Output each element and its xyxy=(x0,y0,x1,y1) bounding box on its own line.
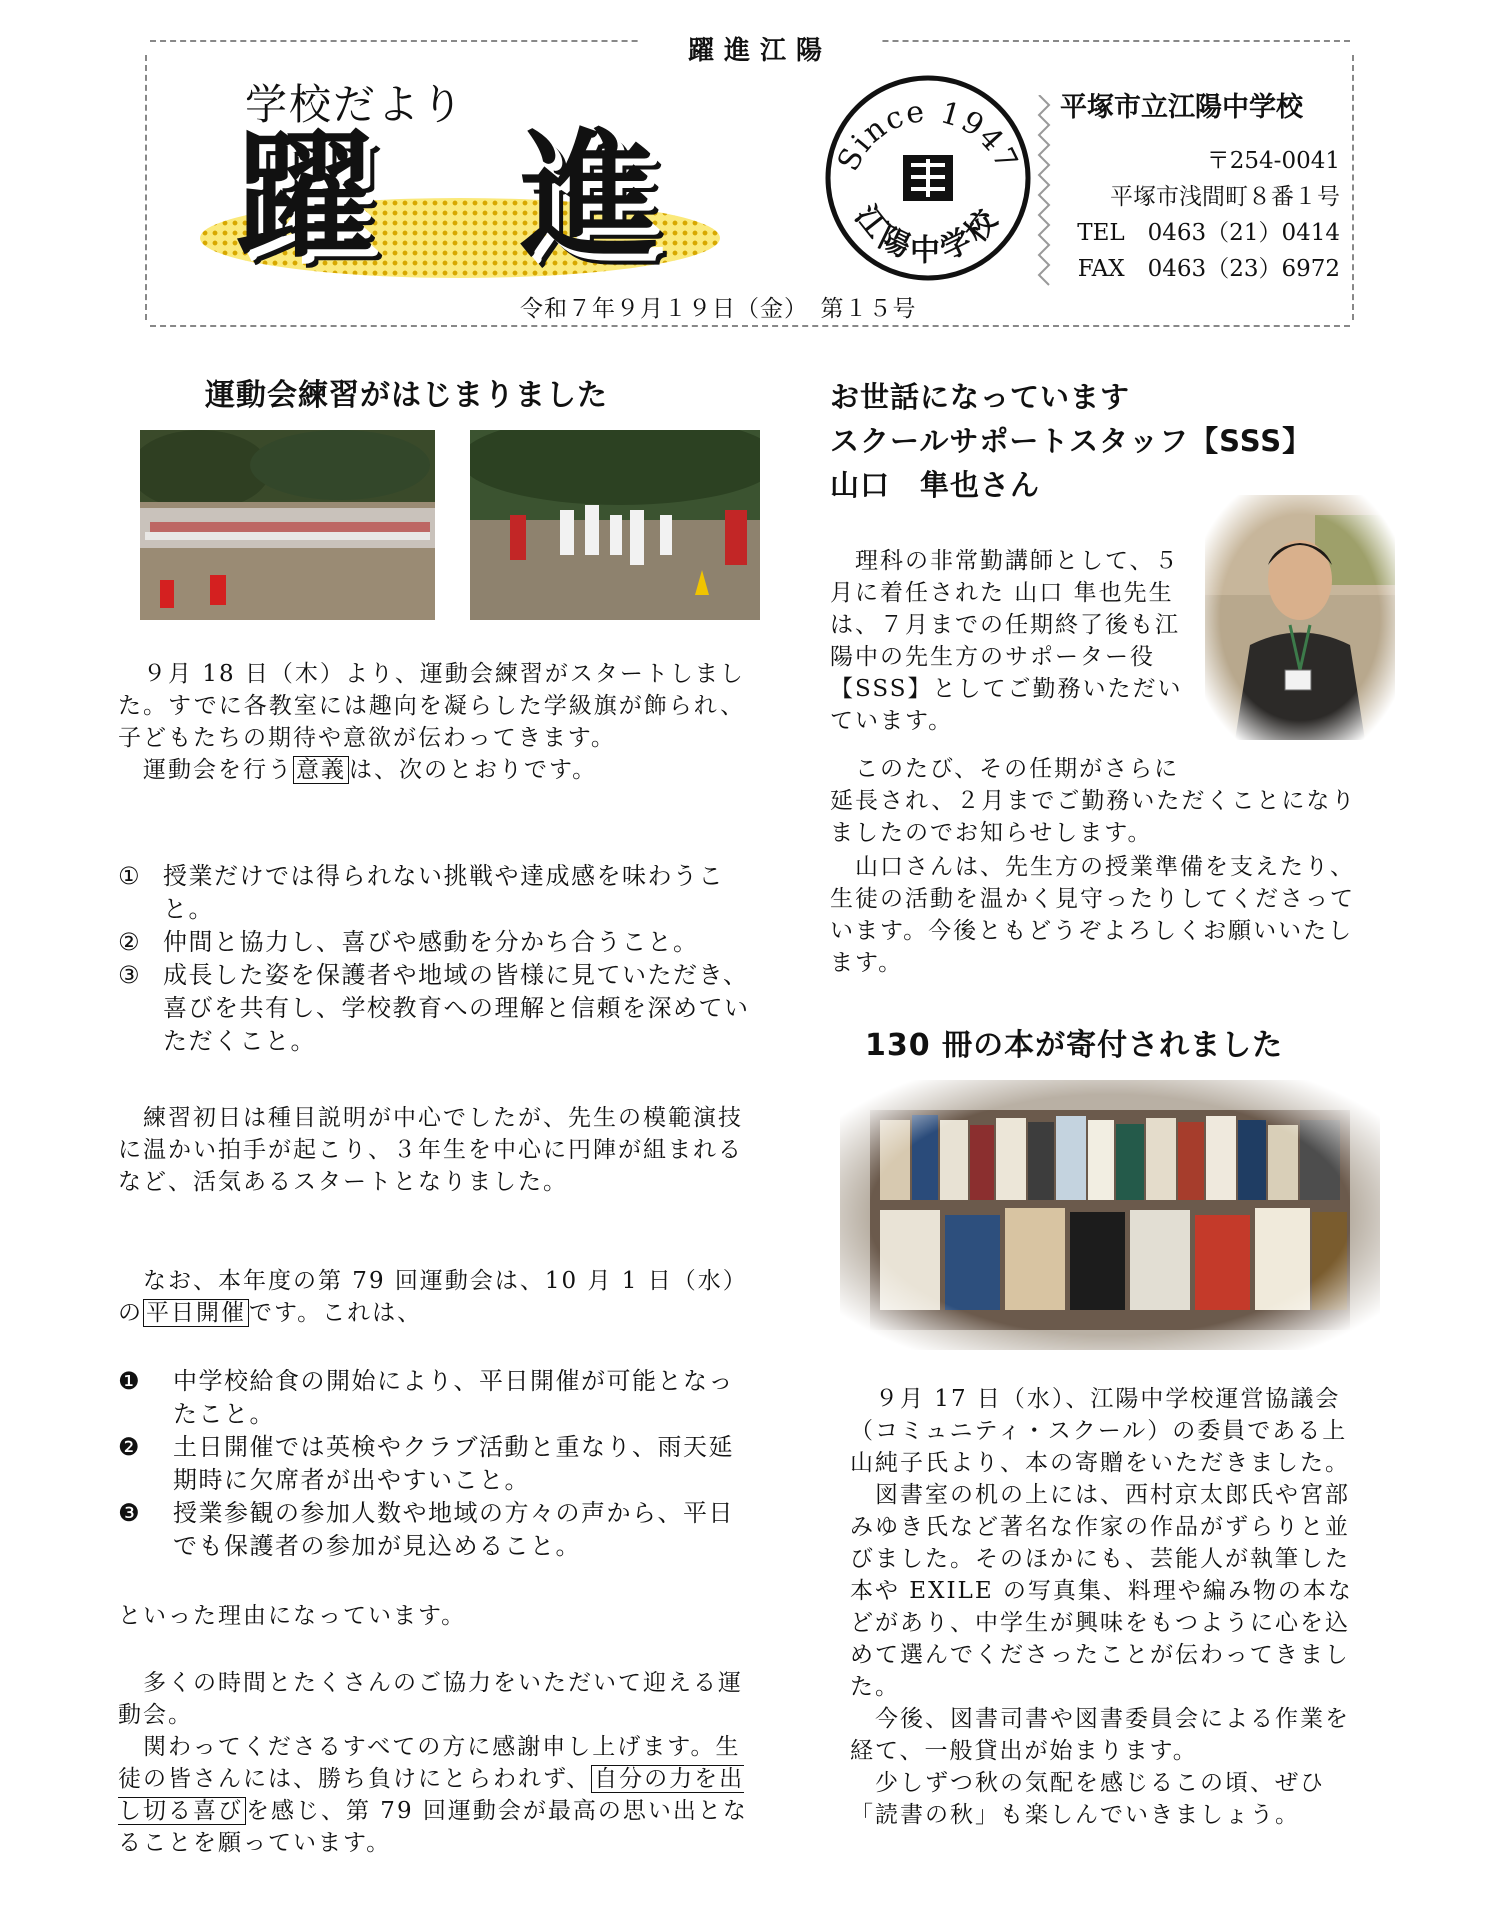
purpose-list xyxy=(118,860,758,1058)
school-tel: TEL 0463（21）0414 xyxy=(1077,220,1340,246)
sports-practice-photo-2 xyxy=(470,430,760,620)
newsletter-series-name: 躍進江陽 xyxy=(640,30,880,67)
newsletter-kicker: 学校だより xyxy=(245,80,466,129)
boxed-significance: 意義 xyxy=(293,756,349,784)
title-char-1: 躍 xyxy=(235,116,374,277)
purpose-item-3: ③ 成長した姿を保護者や地域の皆様に見ていただき、喜びを共有し、学校教育への理解と信頼を深めていただくこと。 xyxy=(118,961,750,1055)
books-paragraph-2: 図書室の机の上には、西村京太郎氏や宮部みゆき氏など著名な作家の作品がずらりと並びました。そのほかにも、芸能人が執筆した本や EXILE の写真集、料理や編み物の本などがあり、中学生が興味をもつように心を込めて選んでくださったことが伝わってきました。 xyxy=(850,1482,1353,1700)
sss-heading xyxy=(830,375,1312,507)
sss-paragraph-3: 山口さんは、先生方の授業準備を支えたり、生徒の活動を温かく見守ったりしてくださっています。今後ともどうぞよろしくお願いいたします。 xyxy=(830,854,1355,976)
reason-list xyxy=(118,1365,758,1563)
books-paragraph-3: 今後、図書司書や図書委員会による作業を経て、一般貸出が始まります。 xyxy=(850,1706,1350,1764)
masthead-border-bottom xyxy=(150,325,1350,327)
school-name: 平塚市立江陽中学校 xyxy=(1060,92,1303,123)
books-article-body xyxy=(850,1383,1360,1831)
sports-paragraph-5: といった理由になっています。 xyxy=(118,1603,467,1629)
sports-paragraph-4: なお、本年度の第 79 回運動会は、10 月 1 日（水）の 平日開催 です。これは、 xyxy=(118,1268,748,1326)
zigzag-divider xyxy=(1037,95,1051,290)
school-seal-logo xyxy=(823,73,1033,283)
reason-item-1: ❶ 中学校給食の開始により、平日開催が可能となったこと。 xyxy=(118,1367,734,1428)
books-heading: 130 冊の本が寄付されました xyxy=(865,1028,1284,1063)
sss-staff-portrait xyxy=(1205,495,1395,740)
masthead-border-left xyxy=(145,55,147,320)
sports-paragraph-1: ９月 18 日（木）より、運動会練習がスタートしました。すでに各教室には趣向を凝らした学級旗が飾られ、子どもたちの期待や意欲が伝わってきます。 xyxy=(118,661,746,751)
books-paragraph-4: 少しずつ秋の気配を感じるこの頃、ぜひ「読書の秋」も楽しんでいきましょう。 xyxy=(850,1770,1325,1828)
sss-paragraph-2a: このたび、その任期がさらに xyxy=(830,756,1180,782)
purpose-item-1: ① 授業だけでは得られない挑戦や達成感を味わうこと。 xyxy=(118,862,724,923)
masthead-border-right xyxy=(1352,55,1354,320)
sports-paragraph-3: 練習初日は種目説明が中心でしたが、先生の模範演技に温かい拍手が起こり、３年生を中心に円陣が組まれるなど、活気あるスタートとなりました。 xyxy=(118,1105,743,1195)
school-address: 平塚市浅間町８番１号 xyxy=(1110,184,1340,210)
sss-heading-line-3: 山口 隼也さん xyxy=(830,468,1041,502)
boxed-joy: 自分の力を出し切る喜び xyxy=(118,1766,745,1824)
reason-item-3: ❸ 授業参観の参加人数や地域の方々の声から、平日でも保護者の参加が見込めること。 xyxy=(118,1499,734,1560)
donated-books-photo xyxy=(840,1080,1380,1350)
sports-paragraph-7: 関わってくださるすべての方に感謝申し上げます。生徒の皆さんには、勝ち負けにとらわれず、 自分の力を出し切る喜び を感じ、第 79 回運動会が最高の思い出となることを願っています。 xyxy=(118,1734,748,1856)
sports-intro-paragraph xyxy=(118,658,748,786)
sss-heading-line-2: スクールサポートスタッフ【SSS】 xyxy=(830,424,1313,458)
sports-paragraph-2: 運動会を行う 意義 は、次のとおりです。 xyxy=(118,757,598,783)
seal-school-text: 江陽中学校 xyxy=(847,199,1009,269)
sports-paragraph-6: 多くの時間とたくさんのご協力をいただいて迎える運動会。 xyxy=(118,1670,743,1728)
boxed-weekday-event: 平日開催 xyxy=(143,1299,249,1327)
books-paragraph-1: ９月 17 日（水）、江陽中学校運営協議会（コミュニティ・スクール）の委員である上山純子氏より、本の寄贈をいただきました。 xyxy=(850,1386,1350,1476)
sss-paragraph-2b: 延長され、２月までご勤務いただくことになりましたのでお知らせします。 xyxy=(830,788,1357,846)
purpose-item-2: ② 仲間と協力し、喜びや感動を分かち合うこと。 xyxy=(118,928,699,956)
seal-since-text: Since 1947 xyxy=(830,93,1026,177)
sss-heading-line-1: お世話になっています xyxy=(830,380,1131,414)
sports-closing xyxy=(118,1667,748,1859)
reason-item-2: ❷ 土日開催では英検やクラブ活動と重なり、雨天延期時に欠席者が出やすいこと。 xyxy=(118,1433,734,1494)
school-fax: FAX 0463（23）6972 xyxy=(1077,256,1340,282)
issue-date: 令和７年９月１９日（金） 第１５号 xyxy=(520,296,917,322)
postal-code: 〒254-0041 xyxy=(1206,148,1340,174)
title-char-2: 進 xyxy=(520,116,659,277)
sports-practice-photo-1 xyxy=(140,430,435,620)
sports-heading: 運動会練習がはじまりました xyxy=(205,378,608,413)
sss-paragraph-1: 理科の非常勤講師として、５月に着任された 山口 隼也先生は、７月までの任期終了後も江陽中の先生方のサポーター役【SSS】としてご勤務いただいています。 xyxy=(830,548,1183,734)
